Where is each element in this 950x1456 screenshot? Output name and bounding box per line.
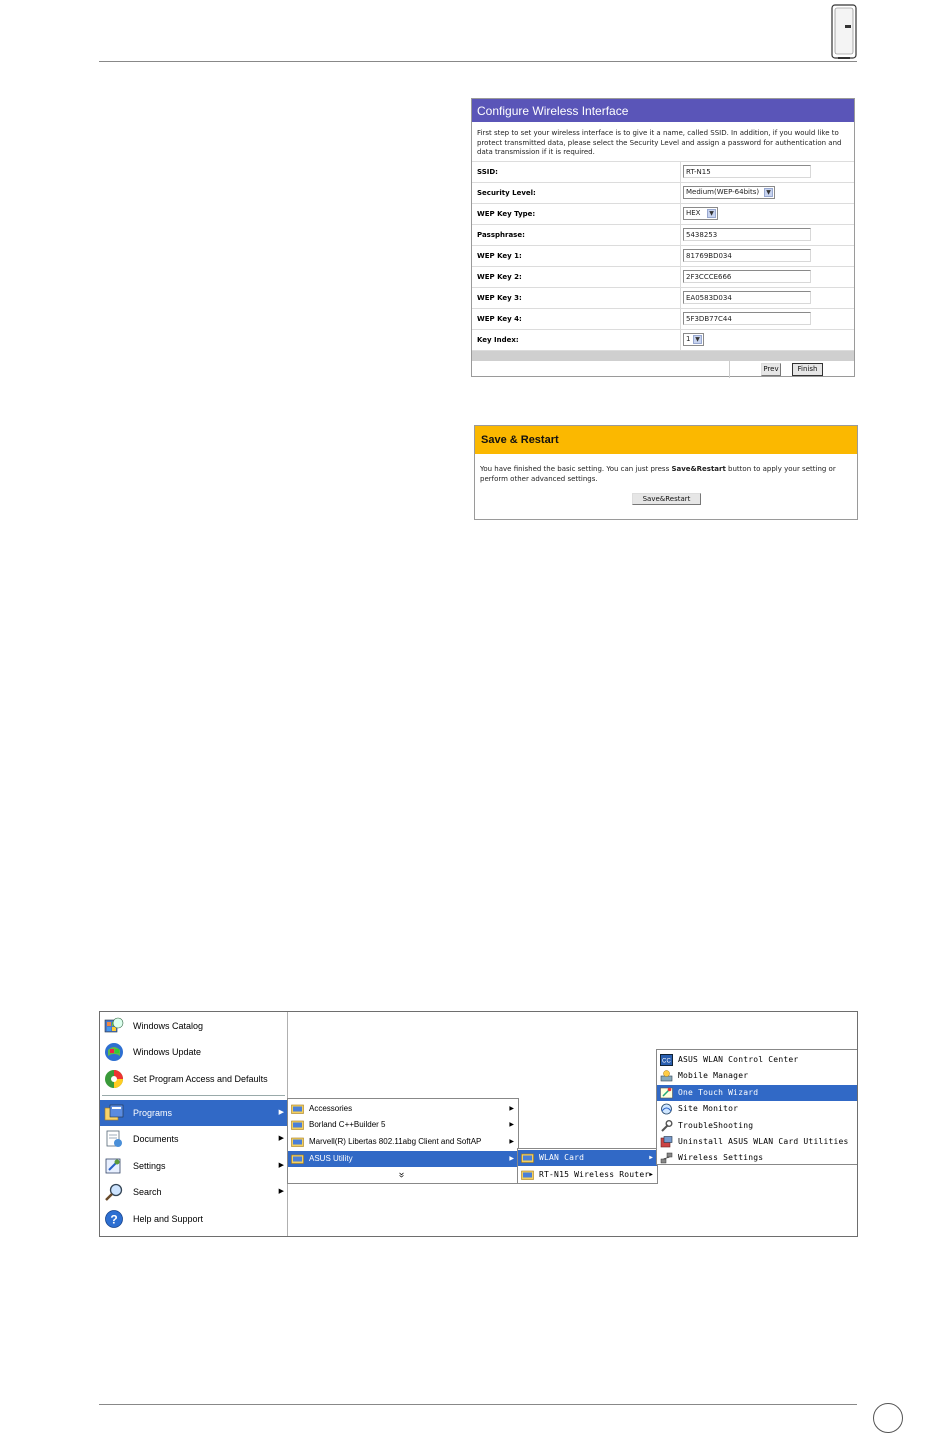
control-center-icon	[660, 1054, 673, 1066]
mobile-manager-icon	[660, 1070, 673, 1082]
wep-key-2-label: WEP Key 2:	[477, 273, 522, 281]
configure-wireless-description: First step to set your wireless interface is to give it a name, called SSID. In addition, if you would like to protect transmitted data, please select the Security Level and assign a password for authentication and data transmission if it is required.	[472, 122, 854, 162]
start-item-label: Programs	[133, 1108, 173, 1118]
start-item-label: Settings	[133, 1161, 166, 1171]
start-item-label: Documents	[133, 1134, 179, 1144]
wep-key-3-row	[472, 288, 854, 309]
chevron-down-icon: ▼	[707, 209, 716, 218]
menu-item-wireless-settings[interactable]: Wireless Settings	[657, 1150, 858, 1166]
security-level-select[interactable]	[683, 186, 775, 199]
submenu-arrow-icon: ▶	[509, 1106, 514, 1112]
wizard-buttons	[472, 361, 854, 378]
header-rule	[99, 61, 857, 62]
prev-button[interactable]: Prev	[761, 363, 781, 376]
submenu-arrow-icon: ▶	[509, 1156, 514, 1162]
svg-text:?: ?	[110, 1212, 118, 1227]
passphrase-label: Passphrase:	[477, 231, 525, 239]
menu-item-wlan-card[interactable]: WLAN Card ▶	[518, 1150, 657, 1166]
folder-icon	[291, 1103, 304, 1114]
save-restart-message: You have finished the basic setting. You can just press Save&Restart button to apply your setting or perform other advanced settings.	[480, 465, 836, 483]
configure-wireless-title: Configure Wireless Interface	[472, 99, 854, 122]
menu-item-wlan-control-center[interactable]: CC ASUS WLAN Control Center	[661, 1055, 799, 1065]
menu-item-site-monitor[interactable]: Site Monitor	[657, 1101, 858, 1117]
windows-update-icon	[104, 1042, 124, 1062]
start-item-label: Search	[133, 1187, 162, 1197]
expand-menu-chevron[interactable]	[288, 1167, 518, 1183]
key-index-value: 1	[686, 335, 691, 343]
submenu-arrow-icon: ▶	[278, 1162, 284, 1169]
start-item-windows-update[interactable]	[100, 1039, 287, 1065]
troubleshooting-icon	[660, 1120, 673, 1132]
folder-icon	[521, 1152, 534, 1163]
folder-icon	[291, 1153, 304, 1164]
chevron-down-icon: ▼	[693, 335, 702, 344]
submenu-arrow-icon: ▶	[278, 1188, 284, 1195]
wep-key-4-input[interactable]: 5F3DB77C44	[683, 312, 811, 325]
menu-item-mobile-manager[interactable]: Mobile Manager	[657, 1068, 858, 1084]
submenu-arrow-icon: ▶	[509, 1139, 514, 1145]
menu-item-one-touch-wizard[interactable]: One Touch Wizard	[657, 1085, 858, 1101]
programs-submenu	[287, 1098, 519, 1184]
asus-utility-submenu	[517, 1148, 658, 1184]
site-monitor-icon	[660, 1103, 673, 1115]
key-index-select[interactable]	[683, 333, 704, 346]
ssid-input[interactable]: RT-N15	[683, 165, 811, 178]
configure-wireless-panel	[471, 98, 855, 377]
footer-rule	[99, 1404, 857, 1405]
wep-key-type-select[interactable]	[683, 207, 718, 220]
wep-key-2-input[interactable]: 2F3CCCE666	[683, 270, 811, 283]
folder-icon	[291, 1119, 304, 1130]
windows-catalog-icon	[104, 1016, 124, 1036]
start-item-help[interactable]	[100, 1206, 287, 1232]
menu-separator	[102, 1095, 285, 1096]
start-item-label: Windows Update	[133, 1047, 202, 1057]
settings-icon	[104, 1156, 124, 1176]
footer-bar	[472, 351, 854, 361]
menu-item-asus-utility[interactable]: ASUS Utility ▶	[288, 1151, 518, 1167]
uninstall-icon	[660, 1136, 673, 1148]
save-restart-button[interactable]: Save&Restart	[632, 493, 701, 505]
security-level-row	[472, 183, 854, 204]
security-level-value: Medium(WEP-64bits)	[686, 188, 760, 196]
wep-key-type-value: HEX	[686, 209, 701, 217]
router-icon	[829, 3, 859, 61]
folder-icon	[521, 1169, 534, 1180]
wep-key-type-label: WEP Key Type:	[477, 210, 536, 218]
submenu-arrow-icon: ▶	[649, 1171, 653, 1178]
key-index-label: Key Index:	[477, 336, 519, 344]
start-item-programs[interactable]	[100, 1100, 287, 1126]
submenu-arrow-icon: ▶	[278, 1109, 284, 1116]
save-restart-title: Save & Restart	[475, 426, 857, 454]
start-item-label: Set Program Access and Defaults	[133, 1074, 268, 1084]
wizard-icon	[660, 1087, 673, 1099]
passphrase-input[interactable]: 5438253	[683, 228, 811, 241]
wireless-settings-icon	[660, 1152, 673, 1164]
start-item-settings[interactable]	[100, 1153, 287, 1179]
wep-key-4-row	[472, 309, 854, 330]
documents-icon	[104, 1129, 124, 1149]
search-icon	[104, 1182, 124, 1202]
page-number-circle	[873, 1403, 903, 1433]
save-restart-panel	[474, 425, 858, 520]
svg-text:CC: CC	[661, 1058, 672, 1065]
start-item-documents[interactable]	[100, 1126, 287, 1152]
passphrase-row	[472, 225, 854, 246]
key-index-row	[472, 330, 854, 351]
start-item-label: Windows Catalog	[133, 1021, 204, 1031]
ssid-label: SSID:	[477, 168, 498, 176]
security-level-label: Security Level:	[477, 189, 536, 197]
wep-key-2-row	[472, 267, 854, 288]
program-access-icon	[104, 1069, 124, 1089]
folder-icon	[291, 1136, 304, 1147]
start-item-label: Help and Support	[133, 1214, 204, 1224]
start-item-windows-catalog[interactable]	[100, 1013, 287, 1039]
wlan-card-submenu	[656, 1049, 858, 1165]
programs-icon	[104, 1103, 124, 1123]
wep-key-4-label: WEP Key 4:	[477, 315, 522, 323]
start-menu-screenshot	[99, 1011, 858, 1237]
wep-key-3-label: WEP Key 3:	[477, 294, 522, 302]
menu-item-accessories[interactable]: Accessories ▶	[288, 1101, 518, 1117]
start-item-program-access[interactable]	[100, 1066, 287, 1092]
chevron-down-icon: ▼	[764, 188, 773, 197]
start-item-search[interactable]	[100, 1179, 287, 1205]
help-icon	[104, 1209, 124, 1229]
submenu-arrow-icon: ▶	[649, 1154, 653, 1161]
wep-key-1-input[interactable]: 81769BD034	[683, 249, 811, 262]
double-chevron-icon: »	[395, 1172, 407, 1178]
ssid-row	[472, 162, 854, 183]
start-menu-left-pane	[100, 1012, 288, 1236]
menu-item-rt-n15-router[interactable]: RT-N15 Wireless Router ▶	[518, 1167, 657, 1183]
submenu-arrow-icon: ▶	[509, 1122, 514, 1128]
wep-key-1-label: WEP Key 1:	[477, 252, 522, 260]
wep-key-type-row	[472, 204, 854, 225]
menu-item-troubleshooting[interactable]: TroubleShooting	[657, 1118, 858, 1134]
menu-item-uninstall[interactable]: Uninstall ASUS WLAN Card Utilities	[657, 1134, 858, 1150]
submenu-arrow-icon: ▶	[278, 1135, 284, 1142]
wep-key-3-input[interactable]: EA0583D034	[683, 291, 811, 304]
menu-item-borland[interactable]: Borland C++Builder 5 ▶	[288, 1117, 518, 1133]
finish-button[interactable]: Finish	[792, 363, 823, 376]
wep-key-1-row	[472, 246, 854, 267]
menu-item-marvell[interactable]: Marvell(R) Libertas 802.11abg Client and SoftAP ▶	[288, 1134, 518, 1150]
